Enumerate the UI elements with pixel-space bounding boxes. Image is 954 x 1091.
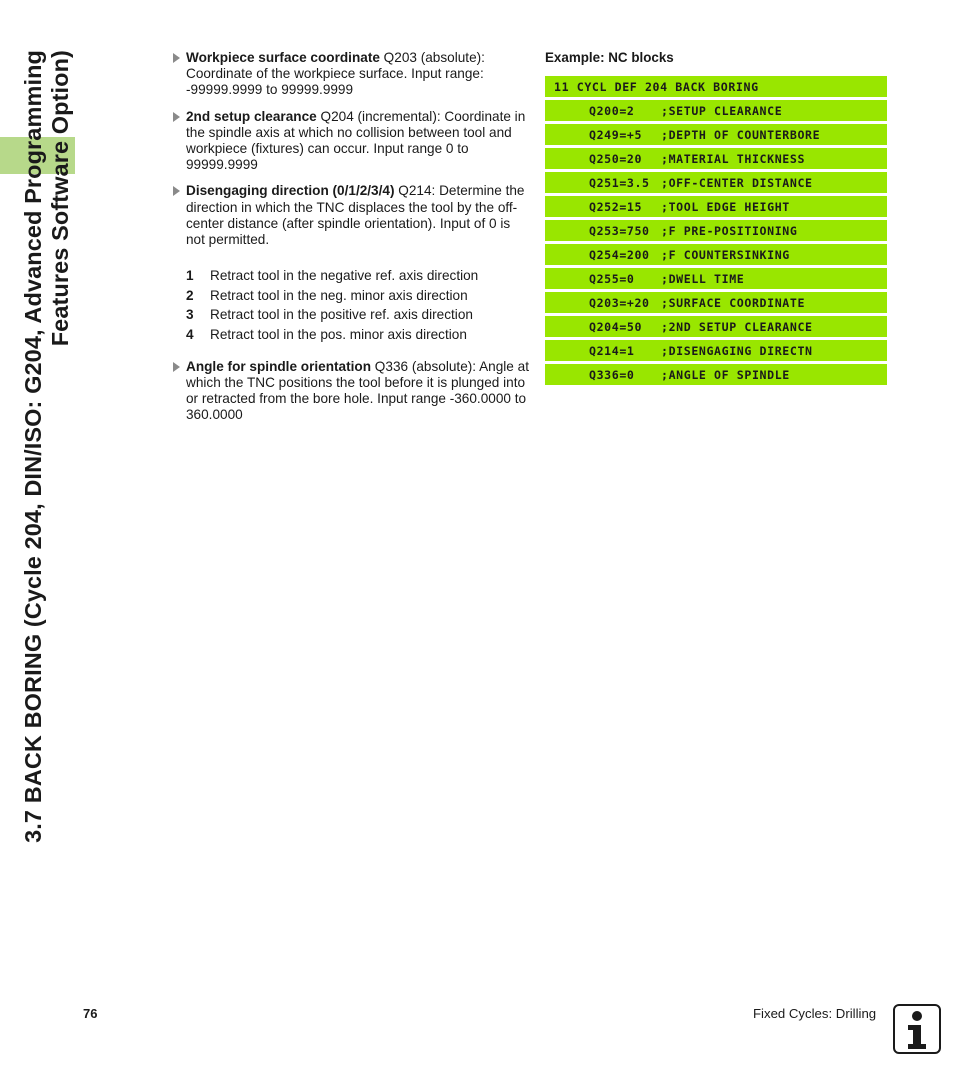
nc-block-row	[545, 124, 887, 145]
nc-block-row	[545, 316, 887, 337]
section-title-line-2: Features Software Option)	[47, 50, 73, 347]
list-item: 4 Retract tool in the pos. minor axis direction	[186, 326, 467, 342]
list-item: 1 Retract tool in the negative ref. axis direction	[186, 267, 479, 283]
bullet-arrow-icon	[173, 362, 180, 372]
nc-block-comment: ;TOOL EDGE HEIGHT	[661, 199, 790, 214]
nc-block-parameter: Q255=0	[589, 271, 635, 286]
nc-block-parameter: Q250=20	[589, 151, 643, 166]
info-icon	[893, 1004, 941, 1054]
nc-block-parameter: Q253=750	[589, 223, 650, 238]
nc-block-parameter: Q200=2	[589, 103, 635, 118]
nc-block-comment: ;2ND SETUP CLEARANCE	[661, 319, 813, 334]
nc-block-parameter: Q249=+5	[589, 127, 643, 142]
nc-block-parameter: Q254=200	[589, 247, 650, 262]
nc-block-parameter: Q251=3.5	[589, 175, 650, 190]
param-text: Q204 (incremental): Coordinate in the spindle axis at which no collision between tool and workpiece (fixtures) can occur. Input range 0 to 99999.9999	[186, 108, 526, 173]
nc-block-parameter: Q204=50	[589, 319, 643, 334]
direction-options	[186, 266, 532, 344]
nc-block-comment: ;ANGLE OF SPINDLE	[661, 367, 790, 382]
param-term: Workpiece surface coordinate	[186, 50, 380, 65]
section-title-line-1: 3.7 BACK BORING (Cycle 204, DIN/ISO: G204, Advanced Programming	[20, 50, 46, 843]
info-glyph	[895, 1006, 939, 1052]
nc-block-list	[545, 100, 887, 385]
nc-block-row	[545, 268, 887, 289]
page-number: 76	[83, 1006, 98, 1021]
param-q203	[172, 50, 532, 99]
param-q336	[172, 359, 532, 424]
nc-block-row	[545, 196, 887, 217]
param-text: Q336 (absolute): Angle at which the TNC positions the tool before it is plunged into or retracted from the bore hole. Input range -360.0000 to 360.0000	[186, 358, 529, 423]
nc-block-row	[545, 100, 887, 121]
list-item: 3 Retract tool in the positive ref. axis direction	[186, 307, 473, 323]
nc-block-row	[545, 172, 887, 193]
nc-block-row	[545, 244, 887, 265]
param-q204	[172, 109, 532, 174]
nc-block-comment: ;MATERIAL THICKNESS	[661, 151, 806, 166]
param-text: Q214: Determine the direction in which the TNC displaces the tool by the off-center distance (after spindle orientation). Input of 0 is not permitted.	[186, 183, 525, 248]
nc-example	[545, 50, 887, 388]
bullet-arrow-icon	[173, 53, 180, 63]
param-text: Q203 (absolute): Coordinate of the workpiece surface. Input range: -99999.9999 to 99999.9999	[186, 50, 485, 98]
nc-block-comment: ;SURFACE COORDINATE	[661, 295, 806, 310]
nc-block-comment: ;DISENGAGING DIRECTN	[661, 343, 813, 358]
nc-block-comment: ;DWELL TIME	[661, 271, 745, 286]
nc-block-comment: ;SETUP CLEARANCE	[661, 103, 783, 118]
parameter-descriptions	[172, 50, 532, 433]
section-title	[20, 50, 77, 908]
nc-block-comment: ;DEPTH OF COUNTERBORE	[661, 127, 821, 142]
nc-block-header: 11 CYCL DEF 204 BACK BORING	[545, 76, 887, 97]
nc-block-row	[545, 292, 887, 313]
nc-block-row	[545, 148, 887, 169]
nc-block-comment: ;F PRE-POSITIONING	[661, 223, 798, 238]
example-title: Example: NC blocks	[545, 50, 674, 65]
param-q214	[172, 183, 532, 248]
bullet-arrow-icon	[173, 112, 180, 122]
param-term: 2nd setup clearance	[186, 108, 317, 124]
nc-block-row	[545, 340, 887, 361]
nc-block-parameter: Q214=1	[589, 343, 635, 358]
nc-block-row	[545, 364, 887, 385]
param-term: Disengaging direction (0/1/2/3/4)	[186, 183, 395, 199]
nc-block-parameter: Q203=+20	[589, 295, 650, 310]
nc-block-comment: ;F COUNTERSINKING	[661, 247, 790, 262]
chapter-name: Fixed Cycles: Drilling	[753, 1006, 877, 1021]
bullet-arrow-icon	[173, 186, 180, 196]
nc-block-parameter: Q252=15	[589, 199, 643, 214]
nc-block-comment: ;OFF-CENTER DISTANCE	[661, 175, 813, 190]
nc-block-parameter: Q336=0	[589, 367, 635, 382]
list-item: 2 Retract tool in the neg. minor axis direction	[186, 287, 468, 303]
param-term: Angle for spindle orientation	[186, 358, 372, 374]
nc-block-row	[545, 220, 887, 241]
